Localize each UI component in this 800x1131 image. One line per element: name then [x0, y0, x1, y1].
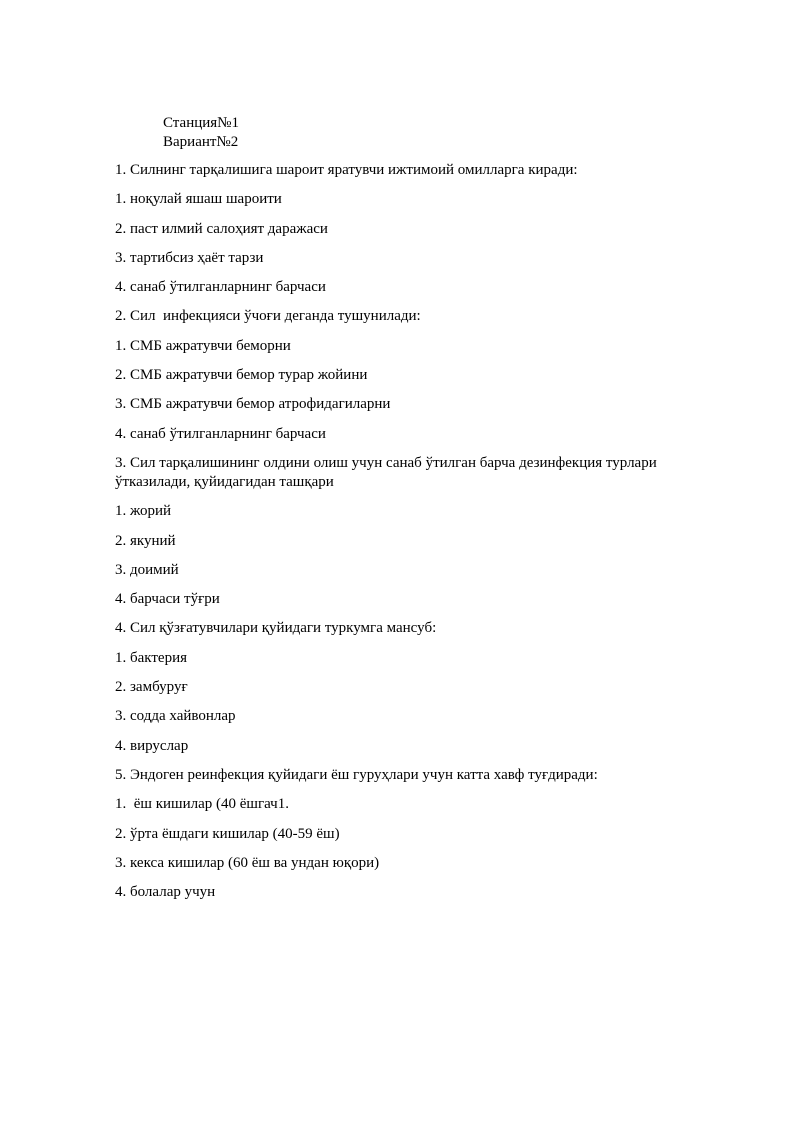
question-2: 2. Сил инфекцияси ўчоғи деганда тушунилади: — [115, 308, 421, 325]
answer-option: 2. замбуруғ — [115, 679, 188, 696]
station-label: Станция№1 — [163, 115, 239, 131]
variant-label: Вариант№2 — [163, 134, 239, 150]
answer-option: 3. кекса кишилар (60 ёш ва ундан юқори) — [115, 854, 380, 871]
answer-option: 4. вируслар — [115, 737, 189, 754]
answer-option: 3. содда хайвонлар — [115, 708, 236, 725]
question-5: 5. Эндоген реинфекция қуйидаги ёш гуруҳлари учун катта хавф туғдиради: — [115, 766, 598, 783]
answer-option: 2. паст илмий салоҳият даражаси — [115, 220, 328, 237]
question-4: 4. Сил қўзғатувчилари қуйидаги туркумга мансуб: — [115, 620, 437, 637]
answer-option: 3. СМБ ажратувчи бемор атрофидагиларни — [115, 396, 391, 413]
answer-option: 2. СМБ ажратувчи бемор турар жойини — [115, 367, 368, 384]
answer-option: 4. барчаси тўғри — [115, 591, 220, 608]
answer-option: 1. ноқулай яшаш шароити — [115, 191, 282, 208]
answer-option: 4. санаб ўтилганларнинг барчаси — [115, 279, 326, 296]
answer-option: 3. тартибсиз ҳаёт тарзи — [115, 249, 264, 266]
answer-option: 3. доимий — [115, 561, 179, 578]
answer-option: 4. болалар учун — [115, 884, 216, 901]
question-1: 1. Силнинг тарқалишига шароит яратувчи ижтимоий омилларга киради: — [115, 162, 578, 178]
answer-option: 1. СМБ ажратувчи беморни — [115, 337, 291, 354]
question-3: 3. Сил тарқалишининг олдини олиш учун санаб ўтилган барча дезинфекция турлари ўтказилади, қуйидагидан ташқари — [115, 454, 661, 490]
answer-option: 2. якуний — [115, 532, 176, 549]
question-list — [115, 161, 715, 912]
answer-option: 1. бактерия — [115, 649, 188, 666]
document-header — [163, 114, 239, 152]
answer-option: 1. жорий — [115, 503, 172, 520]
answer-option: 2. ўрта ёшдаги кишилар (40-59 ёш) — [115, 825, 340, 842]
answer-option: 1. ёш кишилар (40 ёшгач1. — [115, 796, 289, 813]
answer-option: 4. санаб ўтилганларнинг барчаси — [115, 425, 326, 442]
